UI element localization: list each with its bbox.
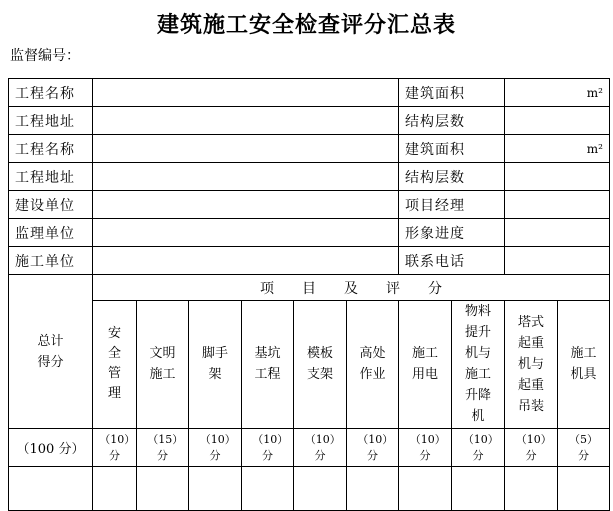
score-column-header: [93, 301, 137, 429]
area-unit: m²: [586, 85, 603, 100]
info-right-value[interactable]: [505, 191, 610, 219]
score-section: [9, 275, 610, 511]
score-column-header: [137, 301, 189, 429]
info-right-label: 联系电话: [399, 247, 505, 275]
score-entry-cell[interactable]: [505, 467, 558, 511]
score-column-max-text: （10）分: [304, 432, 336, 462]
score-column-header: [558, 301, 610, 429]
info-right-label: 形象进度: [399, 219, 505, 247]
info-right-label: 结构层数: [399, 107, 505, 135]
score-column-max: [347, 429, 399, 467]
score-column-max-text: （5）分: [569, 432, 598, 462]
form-title: 建筑施工安全检查评分汇总表: [156, 12, 456, 38]
score-column-max: [93, 429, 137, 467]
score-entry-cell[interactable]: [558, 467, 610, 511]
info-row: [9, 247, 610, 275]
supervise-number-label: 监督编号：: [10, 48, 80, 64]
score-column-max: [505, 429, 558, 467]
score-column-max: [452, 429, 505, 467]
score-entry-cell[interactable]: [93, 467, 137, 511]
items-and-scoring-header: [93, 275, 610, 301]
info-right-label: 建筑面积: [399, 135, 505, 163]
info-left-value[interactable]: [93, 79, 399, 107]
info-section: [9, 79, 610, 275]
info-right-label: 建筑面积: [399, 79, 505, 107]
score-column-name: 安全管理: [107, 326, 121, 401]
score-column-max: [137, 429, 189, 467]
area-unit: m²: [586, 141, 603, 156]
score-entry-cell[interactable]: [347, 467, 399, 511]
score-column-name: 高处作业: [359, 346, 386, 382]
score-entry-cell[interactable]: [399, 467, 452, 511]
score-entry-cell[interactable]: [294, 467, 347, 511]
score-column-name: 塔式起重机与起重吊装: [517, 314, 544, 414]
score-column-name: 脚手架: [201, 346, 228, 382]
info-right-value[interactable]: [505, 107, 610, 135]
score-column-max-text: （10）分: [357, 432, 388, 462]
score-column-max-text: （10）分: [515, 432, 547, 462]
info-row: [9, 107, 610, 135]
info-left-label: 工程名称: [9, 79, 93, 107]
total-score-cell[interactable]: [9, 467, 93, 511]
score-entry-cell[interactable]: [189, 467, 242, 511]
score-column-name: 物料提升机与施工升降机: [464, 304, 491, 424]
score-column-max-text: （10）分: [409, 432, 441, 462]
score-column-max-text: （10）分: [99, 432, 130, 462]
score-column-max: [242, 429, 294, 467]
score-column-name: 施工用电: [411, 346, 438, 382]
info-left-label: 建设单位: [9, 191, 93, 219]
score-entry-cell[interactable]: [137, 467, 189, 511]
score-column-header: [294, 301, 347, 429]
info-left-label: 施工单位: [9, 247, 93, 275]
score-column-header: [347, 301, 399, 429]
info-left-label: 工程名称: [9, 135, 93, 163]
info-left-label: 工程地址: [9, 163, 93, 191]
score-column-header: [399, 301, 452, 429]
info-right-label: 结构层数: [399, 163, 505, 191]
info-left-label: 工程地址: [9, 107, 93, 135]
items-header-char: 评: [386, 280, 400, 297]
info-row: [9, 191, 610, 219]
info-left-value[interactable]: [93, 219, 399, 247]
score-column-header: [242, 301, 294, 429]
score-column-max-text: （10）分: [252, 432, 283, 462]
info-right-value[interactable]: [505, 163, 610, 191]
total-score-header: [9, 275, 93, 429]
score-column-max-text: （15）分: [147, 432, 178, 462]
items-header-char: 及: [344, 280, 358, 297]
score-entry-cell[interactable]: [452, 467, 505, 511]
info-right-value[interactable]: [505, 247, 610, 275]
score-column-max: [189, 429, 242, 467]
info-row: [9, 163, 610, 191]
score-entry-cell[interactable]: [242, 467, 294, 511]
info-left-value[interactable]: [93, 191, 399, 219]
score-column-header: [189, 301, 242, 429]
items-header-char: 项: [260, 280, 274, 297]
score-column-max: [558, 429, 610, 467]
items-header-char: 目: [302, 280, 316, 297]
info-left-value[interactable]: [93, 247, 399, 275]
score-column-max: [294, 429, 347, 467]
score-column-name: 基坑工程: [254, 346, 281, 382]
score-column-header: [452, 301, 505, 429]
info-row: [9, 219, 610, 247]
info-right-value[interactable]: [505, 219, 610, 247]
score-column-header: [505, 301, 558, 429]
info-right-value[interactable]: [505, 79, 610, 107]
info-row: [9, 135, 610, 163]
info-left-label: 监理单位: [9, 219, 93, 247]
info-row: [9, 79, 610, 107]
score-column-name: 模板支架: [306, 346, 333, 382]
score-column-name: 施工机具: [570, 346, 597, 382]
score-column-max-text: （10）分: [462, 432, 494, 462]
info-left-value[interactable]: [93, 135, 399, 163]
summary-table: [8, 78, 610, 511]
score-column-max-text: （10）分: [199, 432, 231, 462]
info-left-value[interactable]: [93, 163, 399, 191]
info-left-value[interactable]: [93, 107, 399, 135]
items-header-char: 分: [428, 280, 442, 297]
score-column-max: [399, 429, 452, 467]
info-right-label: 项目经理: [399, 191, 505, 219]
info-right-value[interactable]: [505, 135, 610, 163]
total-score-label: 总计得分: [37, 333, 64, 370]
score-column-name: 文明施工: [149, 346, 176, 382]
total-max-score: （100 分）: [9, 429, 93, 467]
